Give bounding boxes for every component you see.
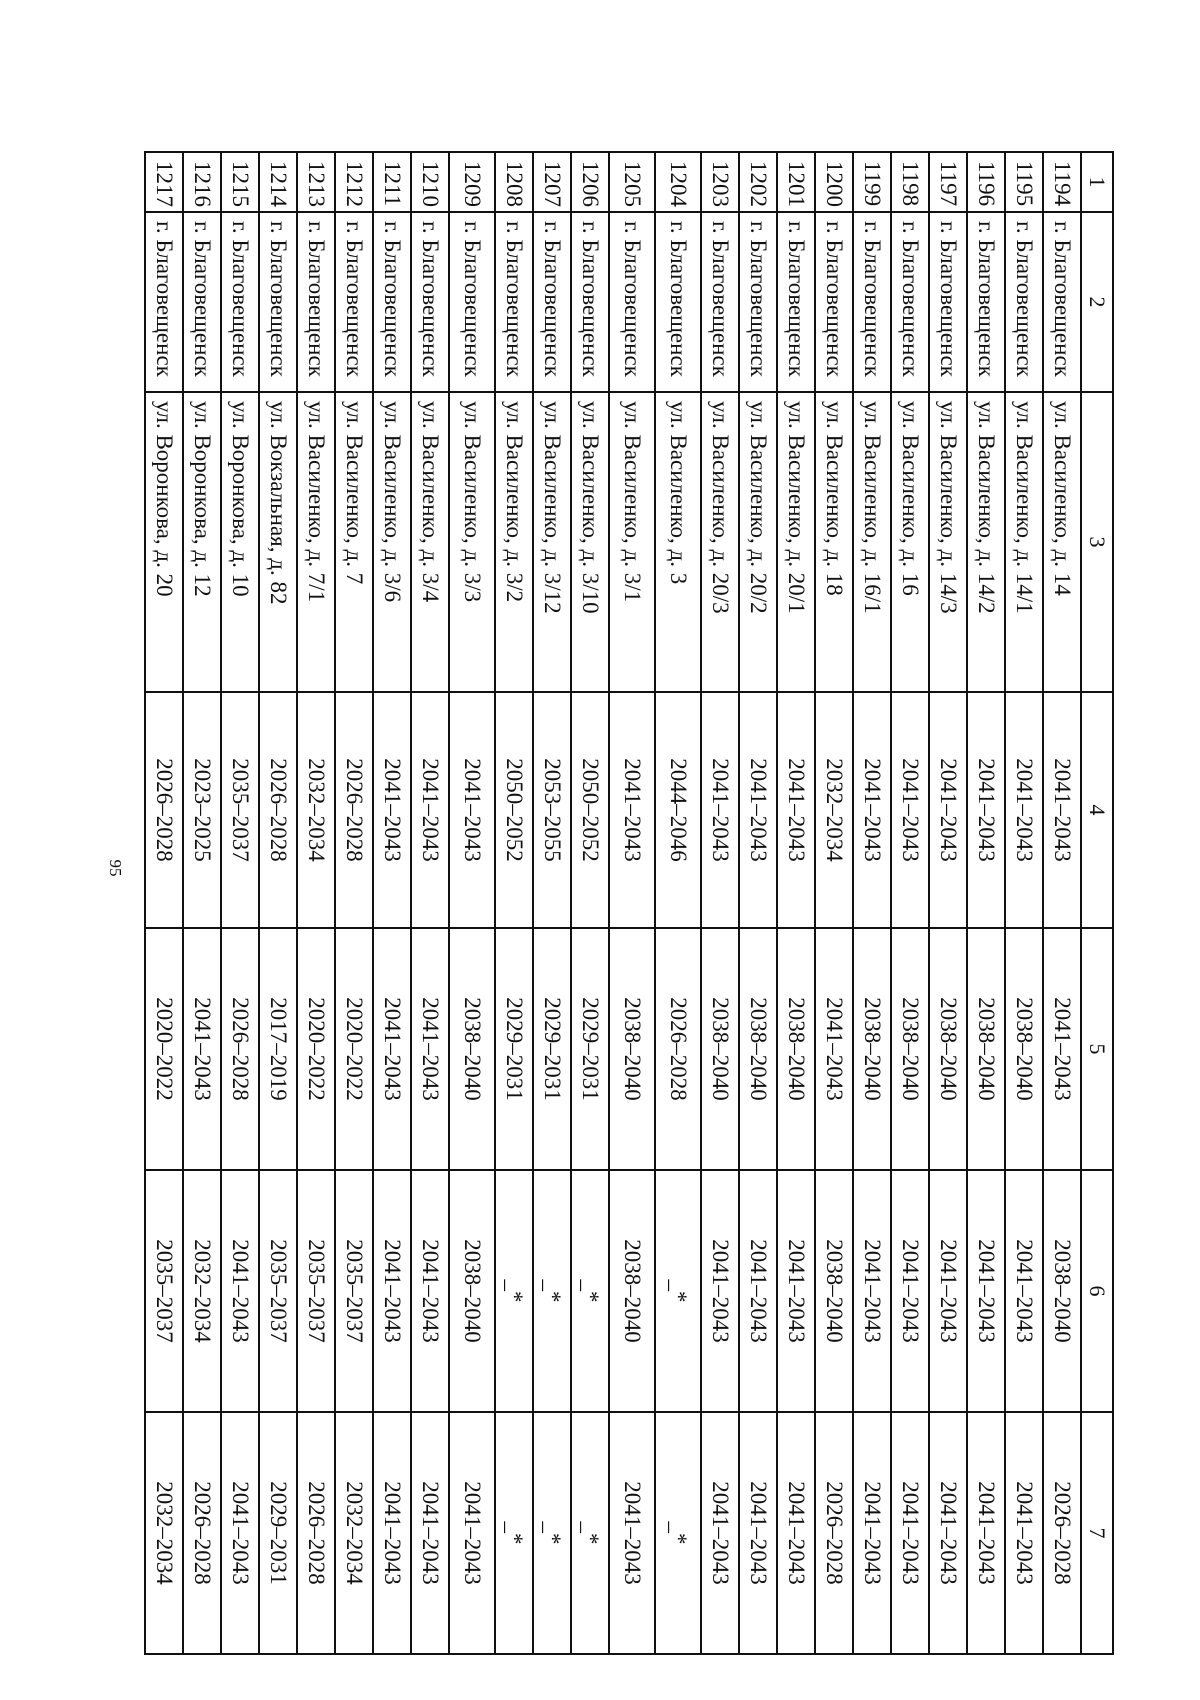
- city-cell: г. Благовещенск: [739, 212, 777, 392]
- address-cell: ул. Василенко, д. 14: [1043, 392, 1081, 692]
- table-row: [1043, 152, 1081, 1654]
- address-cell: ул. Воронкова, д. 10: [221, 392, 259, 692]
- period-cell: 2038–2040: [449, 928, 495, 1170]
- city-cell: г. Благовещенск: [1005, 212, 1043, 392]
- period-cell: 2041–2043: [221, 1170, 259, 1412]
- table-row: [1005, 152, 1043, 1654]
- row-number-cell: 1217: [145, 152, 183, 212]
- period-cell: 2041–2043: [891, 1412, 929, 1654]
- period-cell: 2041–2043: [929, 692, 967, 928]
- city-cell: г. Благовещенск: [533, 212, 571, 392]
- period-cell: 2026–2028: [145, 692, 183, 928]
- period-cell: 2038–2040: [815, 1170, 853, 1412]
- period-cell: 2041–2043: [701, 692, 739, 928]
- period-cell: 2032–2034: [335, 1412, 373, 1654]
- city-cell: г. Благовещенск: [183, 212, 221, 392]
- row-number-cell: 1215: [221, 152, 259, 212]
- address-cell: ул. Василенко, д. 18: [815, 392, 853, 692]
- period-cell: 2038–2040: [891, 928, 929, 1170]
- row-number-cell: 1214: [259, 152, 297, 212]
- period-cell: 2041–2043: [449, 1412, 495, 1654]
- period-cell: 2038–2040: [929, 928, 967, 1170]
- period-cell: 2038–2040: [701, 928, 739, 1170]
- period-cell: _*: [533, 1170, 571, 1412]
- address-cell: ул. Василенко, д. 16: [891, 392, 929, 692]
- address-cell: ул. Василенко, д. 3/10: [571, 392, 609, 692]
- period-cell: 2041–2043: [891, 692, 929, 928]
- column-header: 6: [1081, 1170, 1113, 1412]
- period-cell: 2044–2046: [655, 692, 701, 928]
- city-cell: г. Благовещенск: [145, 212, 183, 392]
- table-row: [297, 152, 335, 1654]
- period-cell: 2041–2043: [701, 1412, 739, 1654]
- period-cell: 2026–2028: [183, 1412, 221, 1654]
- row-number-cell: 1199: [853, 152, 891, 212]
- period-cell: 2032–2034: [145, 1412, 183, 1654]
- period-cell: 2026–2028: [815, 1412, 853, 1654]
- row-number-cell: 1209: [449, 152, 495, 212]
- period-cell: 2029–2031: [571, 928, 609, 1170]
- period-cell: _*: [495, 1170, 533, 1412]
- city-cell: г. Благовещенск: [655, 212, 701, 392]
- period-cell: 2035–2037: [335, 1170, 373, 1412]
- period-cell: 2029–2031: [495, 928, 533, 1170]
- period-cell: 2041–2043: [609, 692, 655, 928]
- table-row: [815, 152, 853, 1654]
- period-cell: 2026–2028: [1043, 1412, 1081, 1654]
- city-cell: г. Благовещенск: [449, 212, 495, 392]
- row-number-cell: 1201: [777, 152, 815, 212]
- address-cell: ул. Василенко, д. 3/12: [533, 392, 571, 692]
- table-row: [571, 152, 609, 1654]
- address-cell: ул. Василенко, д. 3/2: [495, 392, 533, 692]
- period-cell: 2038–2040: [777, 928, 815, 1170]
- city-cell: г. Благовещенск: [967, 212, 1005, 392]
- row-number-cell: 1208: [495, 152, 533, 212]
- city-cell: г. Благовещенск: [335, 212, 373, 392]
- address-cell: ул. Василенко, д. 14/2: [967, 392, 1005, 692]
- table-body: [145, 152, 1113, 1654]
- period-cell: 2041–2043: [777, 1170, 815, 1412]
- period-cell: 2041–2043: [853, 692, 891, 928]
- column-header: 2: [1081, 212, 1113, 392]
- row-number-cell: 1216: [183, 152, 221, 212]
- address-cell: ул. Вокзальная, д. 82: [259, 392, 297, 692]
- row-number-cell: 1210: [411, 152, 449, 212]
- period-cell: 2041–2043: [891, 1170, 929, 1412]
- period-cell: 2029–2031: [259, 1412, 297, 1654]
- table-header-row: [1081, 152, 1113, 1654]
- city-cell: г. Благовещенск: [815, 212, 853, 392]
- period-cell: 2041–2043: [739, 1412, 777, 1654]
- period-cell: 2041–2043: [853, 1170, 891, 1412]
- table-row: [967, 152, 1005, 1654]
- period-cell: 2041–2043: [1005, 692, 1043, 928]
- period-cell: 2035–2037: [259, 1170, 297, 1412]
- address-cell: ул. Василенко, д. 3/6: [373, 392, 411, 692]
- period-cell: 2041–2043: [777, 1412, 815, 1654]
- period-cell: _*: [655, 1412, 701, 1654]
- period-cell: 2041–2043: [1043, 928, 1081, 1170]
- table-row: [777, 152, 815, 1654]
- period-cell: 2026–2028: [335, 692, 373, 928]
- period-cell: 2041–2043: [373, 928, 411, 1170]
- period-cell: 2041–2043: [1005, 1412, 1043, 1654]
- period-cell: 2032–2034: [183, 1170, 221, 1412]
- period-cell: 2026–2028: [297, 1412, 335, 1654]
- period-cell: _*: [495, 1412, 533, 1654]
- period-cell: 2041–2043: [221, 1412, 259, 1654]
- city-cell: г. Благовещенск: [609, 212, 655, 392]
- period-cell: 2041–2043: [739, 692, 777, 928]
- period-cell: 2041–2043: [373, 1412, 411, 1654]
- period-cell: 2035–2037: [145, 1170, 183, 1412]
- table-row: [145, 152, 183, 1654]
- table-row: [183, 152, 221, 1654]
- table-row: [853, 152, 891, 1654]
- city-cell: г. Благовещенск: [297, 212, 335, 392]
- city-cell: г. Благовещенск: [495, 212, 533, 392]
- city-cell: г. Благовещенск: [777, 212, 815, 392]
- period-cell: 2026–2028: [221, 928, 259, 1170]
- table-row: [411, 152, 449, 1654]
- period-cell: 2041–2043: [967, 1412, 1005, 1654]
- period-cell: 2053–2055: [533, 692, 571, 928]
- address-cell: ул. Василенко, д. 3: [655, 392, 701, 692]
- table-row: [929, 152, 967, 1654]
- period-cell: 2020–2022: [335, 928, 373, 1170]
- row-number-cell: 1194: [1043, 152, 1081, 212]
- row-number-cell: 1211: [373, 152, 411, 212]
- period-cell: 2020–2022: [145, 928, 183, 1170]
- period-cell: 2032–2034: [815, 692, 853, 928]
- table-row: [221, 152, 259, 1654]
- row-number-cell: 1202: [739, 152, 777, 212]
- period-cell: _*: [571, 1412, 609, 1654]
- page-number: 95: [106, 859, 125, 877]
- period-cell: 2023–2025: [183, 692, 221, 928]
- period-cell: 2041–2043: [373, 692, 411, 928]
- period-cell: _*: [571, 1170, 609, 1412]
- row-number-cell: 1196: [967, 152, 1005, 212]
- period-cell: 2038–2040: [1043, 1170, 1081, 1412]
- period-cell: 2041–2043: [701, 1170, 739, 1412]
- row-number-cell: 1203: [701, 152, 739, 212]
- period-cell: 2041–2043: [1005, 1170, 1043, 1412]
- period-cell: 2041–2043: [967, 692, 1005, 928]
- period-cell: 2038–2040: [739, 928, 777, 1170]
- row-number-cell: 1195: [1005, 152, 1043, 212]
- period-cell: 2050–2052: [495, 692, 533, 928]
- table-row: [259, 152, 297, 1654]
- column-header: 5: [1081, 928, 1113, 1170]
- period-cell: 2038–2040: [609, 928, 655, 1170]
- address-cell: ул. Василенко, д. 20/3: [701, 392, 739, 692]
- column-header: 1: [1081, 152, 1113, 212]
- address-cell: ул. Василенко, д. 20/1: [777, 392, 815, 692]
- period-cell: 2020–2022: [297, 928, 335, 1170]
- city-cell: г. Благовещенск: [929, 212, 967, 392]
- address-cell: ул. Василенко, д. 16/1: [853, 392, 891, 692]
- row-number-cell: 1198: [891, 152, 929, 212]
- address-cell: ул. Василенко, д. 7/1: [297, 392, 335, 692]
- period-cell: 2038–2040: [609, 1170, 655, 1412]
- period-cell: 2041–2043: [815, 928, 853, 1170]
- address-cell: ул. Василенко, д. 14/3: [929, 392, 967, 692]
- city-cell: г. Благовещенск: [411, 212, 449, 392]
- table-row: [891, 152, 929, 1654]
- column-header: 3: [1081, 392, 1113, 692]
- table-row: [739, 152, 777, 1654]
- row-number-cell: 1206: [571, 152, 609, 212]
- period-cell: _*: [655, 1170, 701, 1412]
- city-cell: г. Благовещенск: [701, 212, 739, 392]
- period-cell: 2041–2043: [373, 1170, 411, 1412]
- rotated-table-container: [152, 151, 1114, 1653]
- table-row: [655, 152, 701, 1654]
- data-table: [144, 151, 1114, 1655]
- city-cell: г. Благовещенск: [221, 212, 259, 392]
- address-cell: ул. Василенко, д. 3/4: [411, 392, 449, 692]
- city-cell: г. Благовещенск: [373, 212, 411, 392]
- city-cell: г. Благовещенск: [259, 212, 297, 392]
- table-row: [495, 152, 533, 1654]
- period-cell: 2041–2043: [411, 928, 449, 1170]
- table-row: [609, 152, 655, 1654]
- table-row: [373, 152, 411, 1654]
- city-cell: г. Благовещенск: [853, 212, 891, 392]
- row-number-cell: 1204: [655, 152, 701, 212]
- address-cell: ул. Василенко, д. 14/1: [1005, 392, 1043, 692]
- period-cell: 2038–2040: [967, 928, 1005, 1170]
- period-cell: 2038–2040: [853, 928, 891, 1170]
- period-cell: 2041–2043: [739, 1170, 777, 1412]
- period-cell: 2041–2043: [609, 1412, 655, 1654]
- row-number-cell: 1213: [297, 152, 335, 212]
- period-cell: 2035–2037: [221, 692, 259, 928]
- period-cell: 2032–2034: [297, 692, 335, 928]
- column-header: 4: [1081, 692, 1113, 928]
- address-cell: ул. Воронкова, д. 20: [145, 392, 183, 692]
- row-number-cell: 1200: [815, 152, 853, 212]
- period-cell: 2038–2040: [449, 1170, 495, 1412]
- city-cell: г. Благовещенск: [1043, 212, 1081, 392]
- city-cell: г. Благовещенск: [571, 212, 609, 392]
- period-cell: 2041–2043: [777, 692, 815, 928]
- table-row: [533, 152, 571, 1654]
- period-cell: 2041–2043: [929, 1412, 967, 1654]
- period-cell: 2041–2043: [411, 1412, 449, 1654]
- period-cell: 2041–2043: [853, 1412, 891, 1654]
- period-cell: 2050–2052: [571, 692, 609, 928]
- period-cell: 2035–2037: [297, 1170, 335, 1412]
- row-number-cell: 1207: [533, 152, 571, 212]
- period-cell: 2041–2043: [411, 1170, 449, 1412]
- address-cell: ул. Воронкова, д. 12: [183, 392, 221, 692]
- period-cell: 2041–2043: [929, 1170, 967, 1412]
- city-cell: г. Благовещенск: [891, 212, 929, 392]
- table-row: [449, 152, 495, 1654]
- period-cell: 2029–2031: [533, 928, 571, 1170]
- address-cell: ул. Василенко, д. 3/3: [449, 392, 495, 692]
- address-cell: ул. Василенко, д. 3/1: [609, 392, 655, 692]
- period-cell: 2041–2043: [967, 1170, 1005, 1412]
- row-number-cell: 1197: [929, 152, 967, 212]
- address-cell: ул. Василенко, д. 20/2: [739, 392, 777, 692]
- period-cell: 2041–2043: [1043, 692, 1081, 928]
- period-cell: _*: [533, 1412, 571, 1654]
- column-header: 7: [1081, 1412, 1113, 1654]
- period-cell: 2017–2019: [259, 928, 297, 1170]
- row-number-cell: 1205: [609, 152, 655, 212]
- table-row: [335, 152, 373, 1654]
- period-cell: 2041–2043: [411, 692, 449, 928]
- period-cell: 2038–2040: [1005, 928, 1043, 1170]
- period-cell: 2026–2028: [259, 692, 297, 928]
- table-row: [701, 152, 739, 1654]
- row-number-cell: 1212: [335, 152, 373, 212]
- address-cell: ул. Василенко, д. 7: [335, 392, 373, 692]
- period-cell: 2026–2028: [655, 928, 701, 1170]
- period-cell: 2041–2043: [449, 692, 495, 928]
- period-cell: 2041–2043: [183, 928, 221, 1170]
